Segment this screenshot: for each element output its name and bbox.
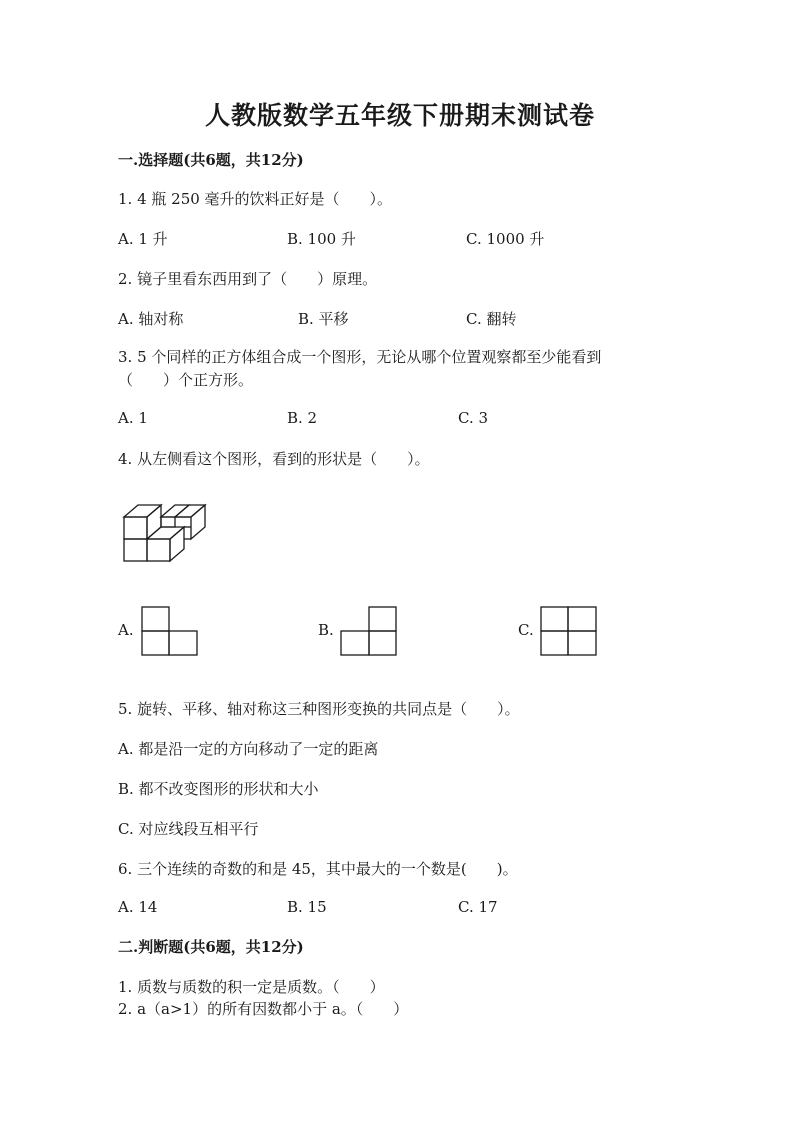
q6-option-a[interactable]: A. 14 — [118, 898, 158, 916]
question-3-text-line2: （ ）个正方形。 — [118, 371, 254, 389]
section-heading-true-false: 二.判断题(共6题，共12分) — [118, 938, 304, 956]
q4-option-c[interactable]: C. — [518, 621, 534, 639]
l-shape-left-icon — [141, 606, 199, 656]
l-shape-right-icon — [340, 606, 398, 656]
q6-option-c[interactable]: C. 17 — [458, 898, 498, 916]
q3-option-a[interactable]: A. 1 — [118, 409, 148, 427]
tf-question-2-text: 2. a（a>1）的所有因数都小于 a。（ ） — [118, 1000, 409, 1018]
q2-option-a[interactable]: A. 轴对称 — [118, 310, 184, 328]
q5-option-b[interactable]: B. 都不改变图形的形状和大小 — [118, 780, 319, 798]
q1-option-c[interactable]: C. 1000 升 — [466, 230, 545, 248]
page-title: 人教版数学五年级下册期末测试卷 — [204, 101, 595, 130]
q2-option-c[interactable]: C. 翻转 — [466, 310, 517, 328]
question-4-text: 4. 从左侧看这个图形，看到的形状是（ ）。 — [118, 450, 430, 468]
question-1-text: 1. 4 瓶 250 毫升的饮料正好是（ ）。 — [118, 190, 393, 208]
q4-option-a[interactable]: A. — [118, 621, 134, 639]
isometric-cube-stack-icon — [122, 503, 212, 563]
question-3-text-line1: 3. 5 个同样的正方体组合成一个图形，无论从哪个位置观察都至少能看到 — [118, 348, 602, 366]
q4-option-b[interactable]: B. — [318, 621, 334, 639]
question-2-text: 2. 镜子里看东西用到了（ ）原理。 — [118, 270, 378, 288]
q6-option-b[interactable]: B. 15 — [287, 898, 327, 916]
q3-option-c[interactable]: C. 3 — [458, 409, 489, 427]
q3-option-b[interactable]: B. 2 — [287, 409, 318, 427]
q1-option-b[interactable]: B. 100 升 — [287, 230, 356, 248]
q5-option-a[interactable]: A. 都是沿一定的方向移动了一定的距离 — [118, 740, 379, 758]
q2-option-b[interactable]: B. 平移 — [298, 310, 349, 328]
two-by-two-square-icon — [540, 606, 598, 656]
q1-option-a[interactable]: A. 1 升 — [118, 230, 168, 248]
q5-option-c[interactable]: C. 对应线段互相平行 — [118, 820, 259, 838]
question-5-text: 5. 旋转、平移、轴对称这三种图形变换的共同点是（ ）。 — [118, 700, 520, 718]
question-6-text: 6. 三个连续的奇数的和是 45，其中最大的一个数是( )。 — [118, 860, 518, 878]
tf-question-1-text: 1. 质数与质数的积一定是质数。（ ） — [118, 978, 385, 996]
section-heading-choice: 一.选择题(共6题，共12分) — [118, 151, 304, 169]
